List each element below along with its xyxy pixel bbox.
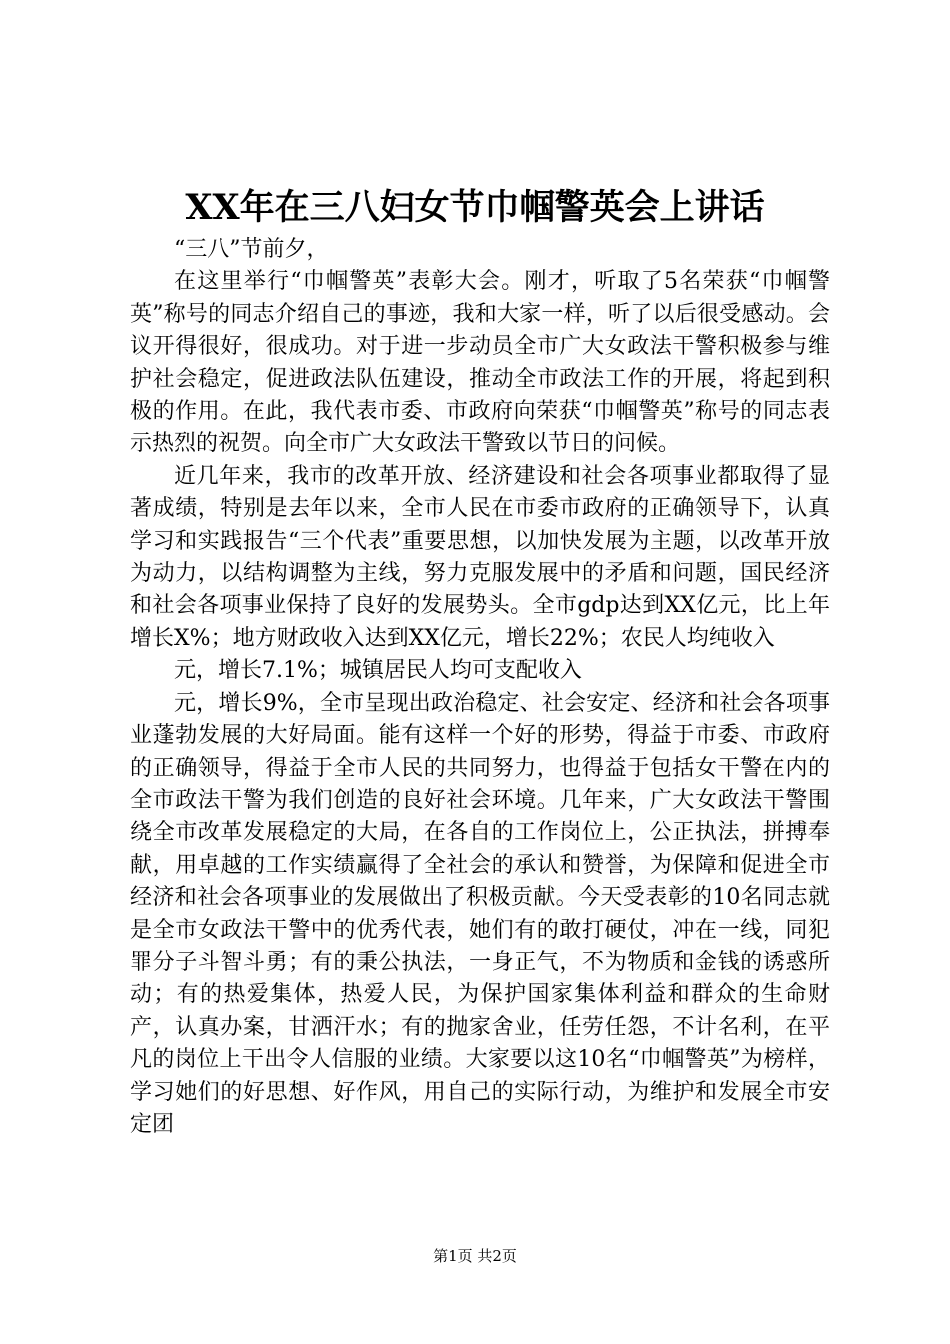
page-number-footer: 第1页 共2页 xyxy=(433,1247,517,1265)
paragraph: 元，增长7.1%；城镇居民人均可支配收入 xyxy=(174,658,582,684)
paragraph: 在这里举行“巾帼警英”表彰大会。刚才，听取了5名荣获“巾帼警英”称号的同志介绍自己的事迹，我和大家一样，听了以后很受感动。会议开得很好，很成功。对于进一步动员全市广大女政法干警积极参与维护社会稳定，促进政法队伍建设，推动全市政法工作的开展，将起到积极的作用。在此，我代表市委、市政府向荣获“巾帼警英”称号的同志表示热烈的祝贺。向全市广大女政法干警致以节日的问候。 xyxy=(130,269,830,457)
paragraph: 近几年来，我市的改革开放、经济建设和社会各项事业都取得了显著成绩，特别是去年以来，全市人民在市委市政府的正确领导下，认真学习和实践报告“三个代表”重要思想，以加快发展为主题，以改革开放为动力，以结构调整为主线，努力克服发展中的矛盾和问题，国民经济和社会各项事业保持了良好的发展势头。全市gdp达到XX亿元，比上年增长X%；地方财政收入达到XX亿元，增长22%；农民人均纯收入 xyxy=(130,463,830,651)
document-title: XX年在三八妇女节巾帼警英会上讲话 xyxy=(185,187,765,228)
document-body xyxy=(130,234,830,1141)
paragraph: 元，增长9%，全市呈现出政治稳定、社会安定、经济和社会各项事业蓬勃发展的大好局面。能有这样一个好的形势，得益于市委、市政府的正确领导，得益于全市人民的共同努力，也得益于包括女干警在内的全市政法干警为我们创造的良好社会环境。几年来，广大女政法干警围绕全市改革发展稳定的大局，在各自的工作岗位上，公正执法，拼搏奉献，用卓越的工作实绩赢得了全社会的承认和赞誉，为保障和促进全市经济和社会各项事业的发展做出了积极贡献。今天受表彰的10名同志就是全市女政法干警中的优秀代表，她们有的敢打硬仗，冲在一线，同犯罪分子斗智斗勇；有的秉公执法，一身正气，不为物质和金钱的诱惑所动；有的热爱集体，热爱人民，为保护国家集体利益和群众的生命财产，认真办案，甘洒汗水；有的抛家舍业，任劳任怨，不计名利，在平凡的岗位上干出令人信服的业绩。大家要以这10名“巾帼警英”为榜样，学习她们的好思想、好作风，用自己的实际行动，为维护和发展全市安定团 xyxy=(130,690,830,1137)
paragraph: “三八”节前夕， xyxy=(174,237,329,262)
